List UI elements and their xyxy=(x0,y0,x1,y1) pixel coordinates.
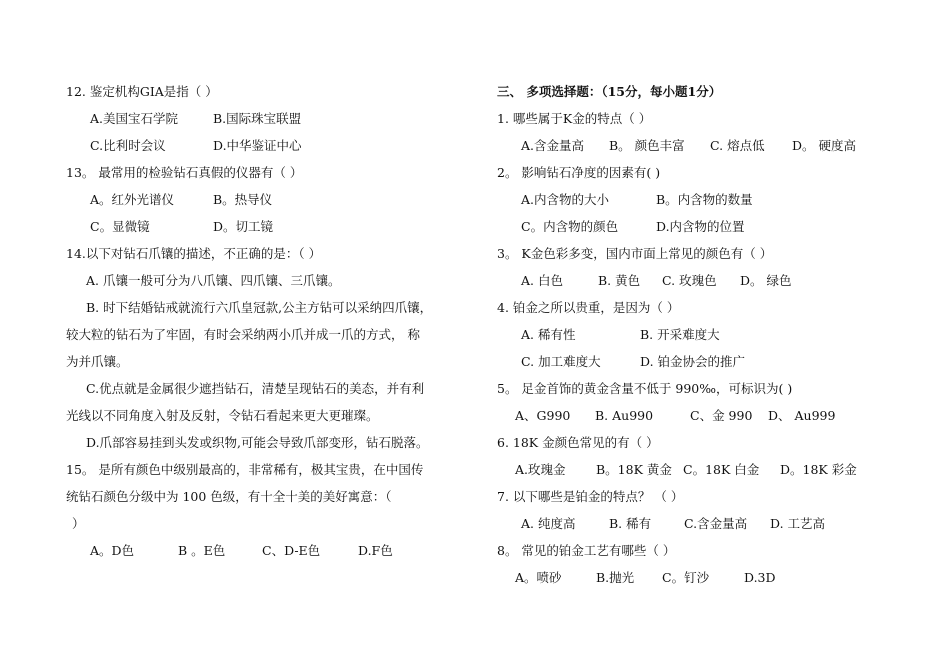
question-4-option-d: D. 铂金协会的推广 xyxy=(640,354,746,369)
question-5-option-a: A、G990 xyxy=(515,408,571,423)
question-5-option-b: B. Au990 xyxy=(595,408,654,423)
question-4-stem: 4. 铂金之所以贵重，是因为（ ） xyxy=(497,300,680,315)
question-4-option-c: C. 加工难度大 xyxy=(521,354,601,369)
question-14-option-b-line3: 为并爪镶。 xyxy=(66,354,129,369)
question-12-option-b: B.国际珠宝联盟 xyxy=(213,111,302,126)
question-8-stem: 8。 常见的铂金工艺有哪些（ ） xyxy=(497,543,676,558)
question-13-option-b: B。热导仪 xyxy=(213,192,273,207)
question-2-option-d: D.内含物的位置 xyxy=(656,219,745,234)
question-3-option-a: A. 白色 xyxy=(521,273,563,288)
question-1-option-a: A.含金量高 xyxy=(521,138,585,153)
question-1-option-d: D。 硬度高 xyxy=(792,138,856,153)
question-13-option-c: C。显微镜 xyxy=(90,219,150,234)
question-3-option-c: C. 玫瑰色 xyxy=(662,273,717,288)
question-8-option-d: D.3D xyxy=(744,570,776,585)
question-14-option-d: D.爪部容易挂到头发或织物,可能会导致爪部变形，钻石脱落。 xyxy=(86,435,429,450)
question-6-stem: 6. 18K 金颜色常见的有（ ） xyxy=(497,435,659,450)
question-12-option-c: C.比利时会议 xyxy=(90,138,166,153)
question-5-option-c: C、金 990 xyxy=(690,408,753,423)
question-14-option-b-line1: B. 时下结婚钻戒就流行六爪皇冠款,公主方钻可以采纳四爪镶， xyxy=(86,300,433,315)
question-15-option-b: B 。E色 xyxy=(178,543,226,558)
question-15-line1: 15。 是所有颜色中级别最高的，非常稀有，极其宝贵，在中国传 xyxy=(66,462,424,477)
question-6-option-c: C。18K 白金 xyxy=(683,462,760,477)
question-14-option-a: A. 爪镶一般可分为八爪镶、四爪镶、三爪镶。 xyxy=(86,273,341,288)
question-6-option-a: A.玫瑰金 xyxy=(515,462,566,477)
question-13-option-d: D。切工镜 xyxy=(213,219,274,234)
section-heading: 三、 多项选择题：（15分，每小题1分） xyxy=(497,84,722,99)
question-15-line3: ） xyxy=(72,516,85,531)
question-3-option-d: D。 绿色 xyxy=(740,273,792,288)
question-7-option-d: D. 工艺高 xyxy=(770,516,826,531)
question-12-option-a: A.美国宝石学院 xyxy=(90,111,179,126)
question-12-stem: 12. 鉴定机构GIA是指（ ） xyxy=(66,84,218,99)
question-4-option-a: A. 稀有性 xyxy=(521,327,576,342)
question-2-option-b: B。内含物的数量 xyxy=(656,192,753,207)
question-7-option-c: C.含金量高 xyxy=(684,516,748,531)
question-14-option-c-line1: C.优点就是金属很少遮挡钻石，清楚呈现钻石的美态，并有利 xyxy=(86,381,425,396)
question-15-line2: 统钻石颜色分级中为 100 色级，有十全十美的美好寓意：（ xyxy=(66,489,392,504)
question-7-stem: 7. 以下哪些是铂金的特点？ （ ） xyxy=(497,489,684,504)
question-6-option-d: D。18K 彩金 xyxy=(780,462,857,477)
question-13-stem: 13。 最常用的检验钻石真假的仪器有（ ） xyxy=(66,165,303,180)
question-6-option-b: B。18K 黄金 xyxy=(596,462,672,477)
question-3-option-b: B. 黄色 xyxy=(598,273,641,288)
question-15-option-d: D.F色 xyxy=(358,543,393,558)
question-4-option-b: B. 开采难度大 xyxy=(640,327,720,342)
question-7-option-a: A. 纯度高 xyxy=(521,516,576,531)
question-1-option-b: B。 颜色丰富 xyxy=(609,138,685,153)
question-1-option-c: C. 熔点低 xyxy=(710,138,765,153)
question-8-option-b: B.抛光 xyxy=(596,570,635,585)
question-8-option-a: A。喷砂 xyxy=(515,570,562,585)
question-14-option-b-line2: 较大粒的钻石为了牢固，有时会采纳两小爪并成一爪的方式， 称 xyxy=(66,327,420,342)
question-12-option-d: D.中华鉴证中心 xyxy=(213,138,302,153)
question-13-option-a: A。红外光谱仪 xyxy=(90,192,175,207)
question-2-stem: 2。 影响钻石净度的因素有( ) xyxy=(497,165,661,180)
question-14-stem: 14.以下对钻石爪镶的描述，不正确的是：（ ） xyxy=(66,246,322,261)
question-5-stem: 5。 足金首饰的黄金含量不低于 990‰，可标识为( ) xyxy=(497,381,793,396)
question-15-option-a: A。D色 xyxy=(90,543,135,558)
question-3-stem: 3。 K金色彩多变，国内市面上常见的颜色有（ ） xyxy=(497,246,773,261)
question-1-stem: 1. 哪些属于K金的特点（ ） xyxy=(497,111,652,126)
question-15-option-c: C、D-E色 xyxy=(262,543,321,558)
question-5-option-d: D、 Au999 xyxy=(768,408,836,423)
question-8-option-c: C。钉沙 xyxy=(662,570,710,585)
question-14-option-c-line2: 光线以不同角度入射及反射，令钻石看起来更大更璀璨。 xyxy=(66,408,379,423)
question-7-option-b: B. 稀有 xyxy=(609,516,652,531)
question-2-option-a: A.内含物的大小 xyxy=(521,192,610,207)
question-2-option-c: C。内含物的颜色 xyxy=(521,219,619,234)
